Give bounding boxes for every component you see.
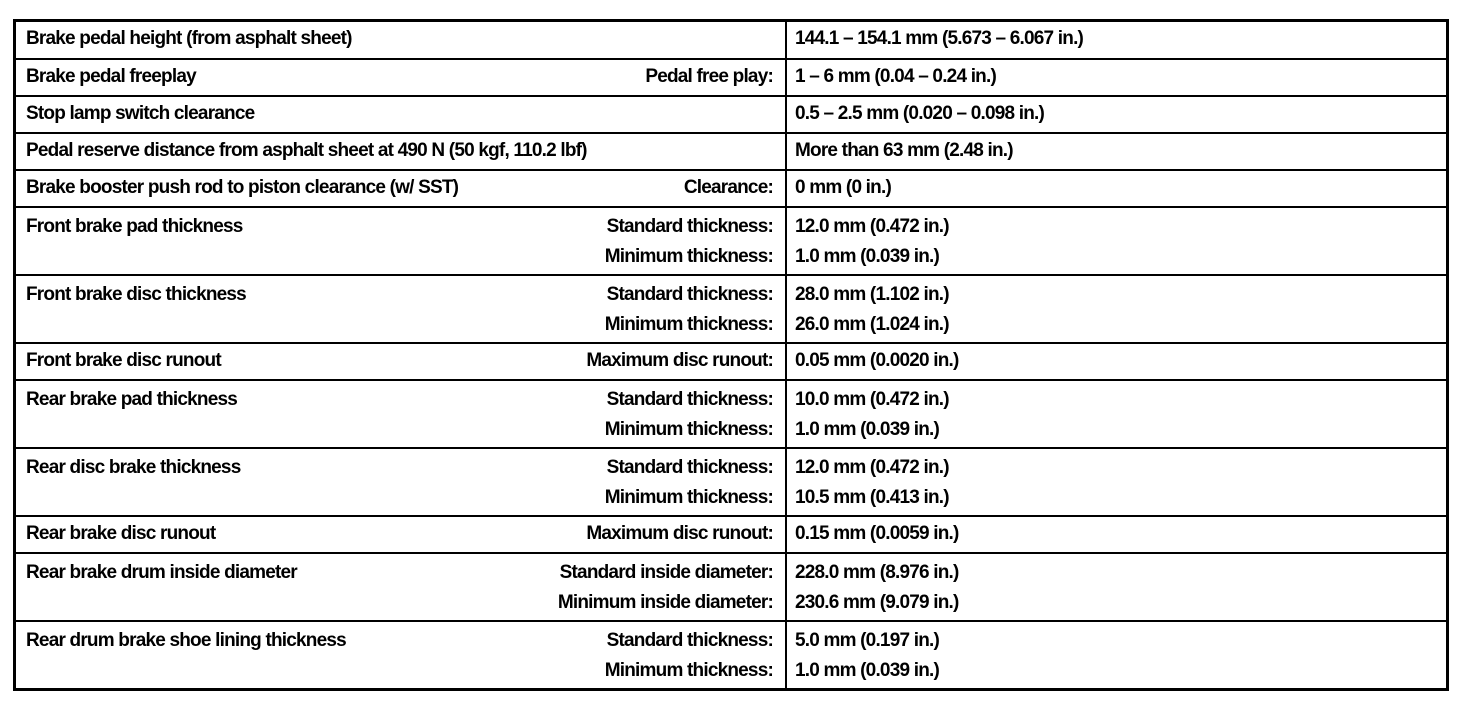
spec-item: Front brake disc thickness [26,284,246,305]
spec-item: Rear drum brake shoe lining thickness [26,630,346,651]
spec-value: 1 – 6 mm (0.04 – 0.24 in.) [795,66,996,87]
spec-label: Standard thickness: [606,457,773,478]
spec-label: Minimum thickness: [604,419,773,440]
spec-item: Rear brake pad thickness [26,389,238,410]
spec-value: 10.5 mm (0.413 in.) [795,487,949,508]
spec-label: Standard thickness: [606,216,773,237]
table-row [16,170,1446,207]
spec-value: More than 63 mm (2.48 in.) [795,140,1013,161]
spec-value: 1.0 mm (0.039 in.) [795,419,940,440]
spec-item: Rear disc brake thickness [26,457,241,478]
spec-value: 0.5 – 2.5 mm (0.020 – 0.098 in.) [795,103,1045,124]
spec-value: 26.0 mm (1.024 in.) [795,314,949,335]
table-row [16,380,1446,448]
spec-label: Maximum disc runout: [586,523,773,544]
spec-label: Minimum thickness: [604,660,773,681]
spec-label: Minimum thickness: [604,314,773,335]
table-row [16,59,1446,96]
table-row [16,96,1446,133]
spec-label: Minimum thickness: [604,246,773,267]
spec-label: Maximum disc runout: [586,350,773,371]
brake-spec-table [16,22,1446,689]
spec-label: Standard thickness: [606,389,773,410]
spec-value: 5.0 mm (0.197 in.) [795,630,940,651]
spec-value: 0.05 mm (0.0020 in.) [795,350,959,371]
spec-value: 0.15 mm (0.0059 in.) [795,523,959,544]
spec-item: Brake pedal freeplay [26,66,196,87]
table-row [16,553,1446,621]
table-row [16,516,1446,553]
spec-value: 10.0 mm (0.472 in.) [795,389,949,410]
spec-label: Clearance: [683,177,773,198]
spec-value: 28.0 mm (1.102 in.) [795,284,949,305]
spec-value: 0 mm (0 in.) [795,177,891,198]
spec-label: Minimum thickness: [604,487,773,508]
spec-item: Stop lamp switch clearance [26,103,255,124]
spec-value: 12.0 mm (0.472 in.) [795,216,949,237]
spec-item: Rear brake drum inside diameter [26,562,297,583]
spec-value: 230.6 mm (9.079 in.) [795,592,959,613]
table-row [16,621,1446,689]
spec-value: 1.0 mm (0.039 in.) [795,246,940,267]
table-row [16,343,1446,380]
spec-label: Standard thickness: [606,284,773,305]
spec-item: Front brake disc runout [26,350,221,371]
spec-label: Standard inside diameter: [559,562,773,583]
spec-item: Front brake pad thickness [26,216,243,237]
spec-label: Pedal free play: [645,66,773,87]
table-row [16,133,1446,170]
spec-label: Minimum inside diameter: [557,592,773,613]
spec-label: Standard thickness: [606,630,773,651]
spec-value: 144.1 – 154.1 mm (5.673 – 6.067 in.) [795,28,1084,49]
spec-item: Brake pedal height (from asphalt sheet) [26,28,352,49]
spec-item: Rear brake disc runout [26,523,216,544]
spec-value: 1.0 mm (0.039 in.) [795,660,940,681]
table-row [16,207,1446,275]
spec-table-frame [13,19,1449,691]
table-row [16,448,1446,516]
spec-value: 228.0 mm (8.976 in.) [795,562,959,583]
spec-item: Pedal reserve distance from asphalt sheet at 490 N (50 kgf, 110.2 lbf) [26,140,587,161]
spec-item: Brake booster push rod to piston clearance (w/ SST) [26,177,459,198]
table-row [16,275,1446,343]
table-row [16,22,1446,59]
spec-value: 12.0 mm (0.472 in.) [795,457,949,478]
